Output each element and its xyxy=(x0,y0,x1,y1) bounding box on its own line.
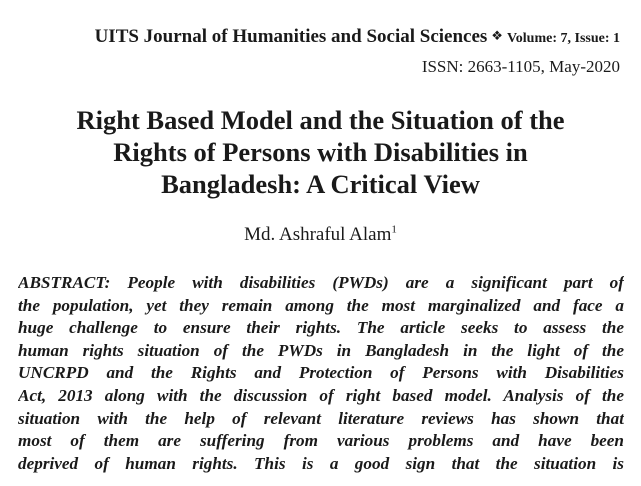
diamond-separator-icon: ❖ xyxy=(491,29,503,44)
abstract-line: Act, 2013 along with the discussion of right based model. Analysis of the xyxy=(18,385,624,405)
author-footnote-marker: 1 xyxy=(391,223,397,236)
volume-issue: Volume: 7, Issue: 1 xyxy=(506,31,620,46)
title-line: Rights of Persons with Disabilities in xyxy=(113,137,528,167)
abstract xyxy=(18,272,624,475)
abstract-line: UNCRPD and the Rights and Protection of Persons with Disabilities xyxy=(18,363,624,383)
abstract-line: deprived of human rights. This is a good sign that the situation is xyxy=(18,453,624,473)
abstract-line: ABSTRACT: People with disabilities (PWDs) are a significant part of xyxy=(18,273,624,292)
journal-name: UITS Journal of Humanities and Social Sciences xyxy=(94,26,488,47)
abstract-line: the population, yet they remain among the most marginalized and face a xyxy=(18,295,624,315)
abstract-line: situation with the help of relevant literature reviews has shown that xyxy=(18,408,624,428)
issn-date: ISSN: 2663-1105, May-2020 xyxy=(421,57,620,76)
author-name: Md. Ashraful Alam xyxy=(244,224,392,245)
abstract-line: most of them are suffering from various problems and have been xyxy=(18,431,624,451)
running-header xyxy=(95,26,620,48)
title-line: Right Based Model and the Situation of the xyxy=(76,105,565,135)
abstract-line: huge challenge to ensure their rights. The article seeks to assess the xyxy=(18,318,624,338)
abstract-line: human rights situation of the PWDs in Bangladesh in the light of the xyxy=(18,340,624,360)
title-line: Bangladesh: A Critical View xyxy=(161,169,480,199)
author-line xyxy=(0,224,641,246)
article-title xyxy=(0,104,641,200)
